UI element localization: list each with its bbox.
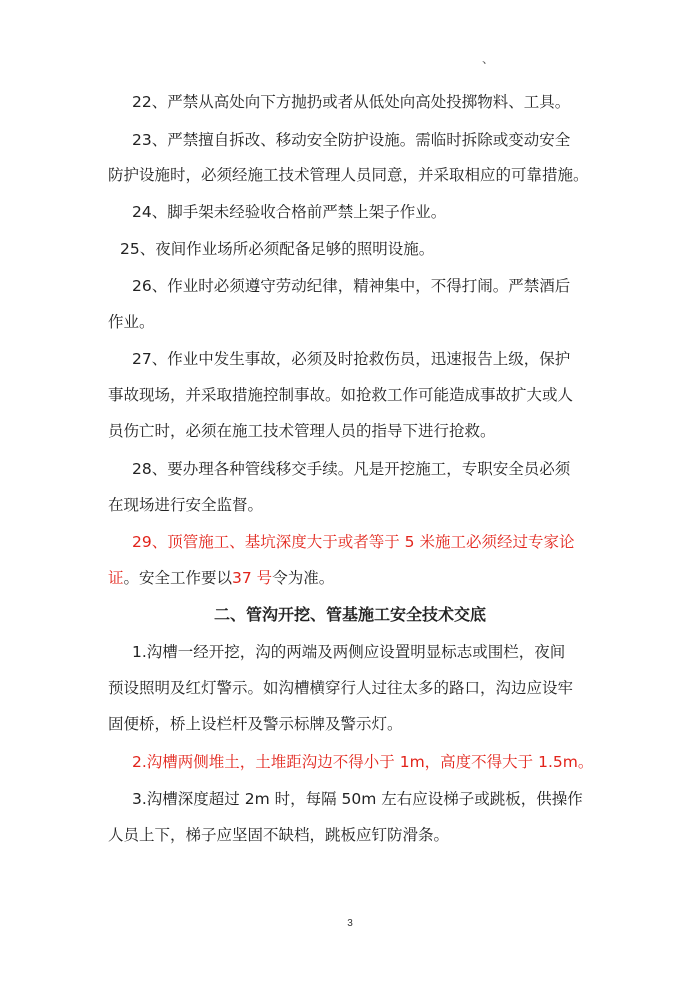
item-1-line1: 1.沟槽一经开挖，沟的两端及两侧应设置明显标志或围栏，夜间	[132, 643, 566, 661]
item-1-line2: 预设照明及红灯警示。如沟槽横穿行人过往太多的路口，沟边应设牢	[108, 679, 574, 697]
item-3-line2: 人员上下，梯子应坚固不缺档，跳板应钉防滑条。	[108, 826, 450, 844]
rule-27-line3: 员伤亡时，必须在施工技术管理人员的指导下进行抢救。	[108, 422, 496, 440]
rule-29-black-text: 。安全工作要以	[123, 569, 233, 587]
rule-25: 25、夜间作业场所必须配备足够的照明设施。	[120, 240, 435, 258]
item-1-line3: 固便桥，桥上设栏杆及警示标牌及警示灯。	[108, 715, 403, 733]
item-3-line1: 3.沟槽深度超过 2m 时，每隔 50m 左右应设梯子或跳板，供操作	[132, 790, 583, 808]
rule-26-line2: 作业。	[108, 313, 155, 331]
rule-28-line1: 28、要办理各种管线移交手续。凡是开挖施工，专职安全员必须	[132, 460, 571, 478]
rule-23-line2: 防护设施时，必须经施工技术管理人员同意，并采取相应的可靠措施。	[108, 166, 589, 184]
rule-22: 22、严禁从高处向下方抛扔或者从低处向高处投掷物料、工具。	[132, 93, 571, 111]
rule-29-tail-text: 令为准。	[272, 569, 335, 587]
rule-29-line2	[108, 568, 334, 588]
rule-23-line1: 23、严禁擅自拆改、移动安全防护设施。需临时拆除或变动安全	[132, 131, 571, 149]
rule-27-line1: 27、作业中发生事故，必须及时抢救伤员，迅速报告上级，保护	[132, 350, 571, 368]
item-2: 2.沟槽两侧堆土，土堆距沟边不得小于 1m，高度不得大于 1.5m。	[132, 753, 594, 771]
rule-27-line2: 事故现场，并采取措施控制事故。如抢救工作可能造成事故扩大或人	[108, 386, 574, 404]
rule-26-line1: 26、作业时必须遵守劳动纪律，精神集中，不得打闹。严禁酒后	[132, 277, 571, 295]
rule-29-order-number: 37 号	[232, 569, 273, 587]
page-number: 3	[347, 918, 353, 929]
rule-29-red-text: 证	[108, 569, 124, 587]
rule-29-line1: 29、顶管施工、基坑深度大于或者等于 5 米施工必须经过专家论	[132, 533, 575, 551]
rule-28-line2: 在现场进行安全监督。	[108, 496, 264, 514]
rule-24: 24、脚手架未经验收合格前严禁上架子作业。	[132, 203, 447, 221]
section-heading: 二、管沟开挖、管基施工安全技术交底	[213, 605, 486, 624]
corner-mark: 、	[482, 52, 495, 66]
